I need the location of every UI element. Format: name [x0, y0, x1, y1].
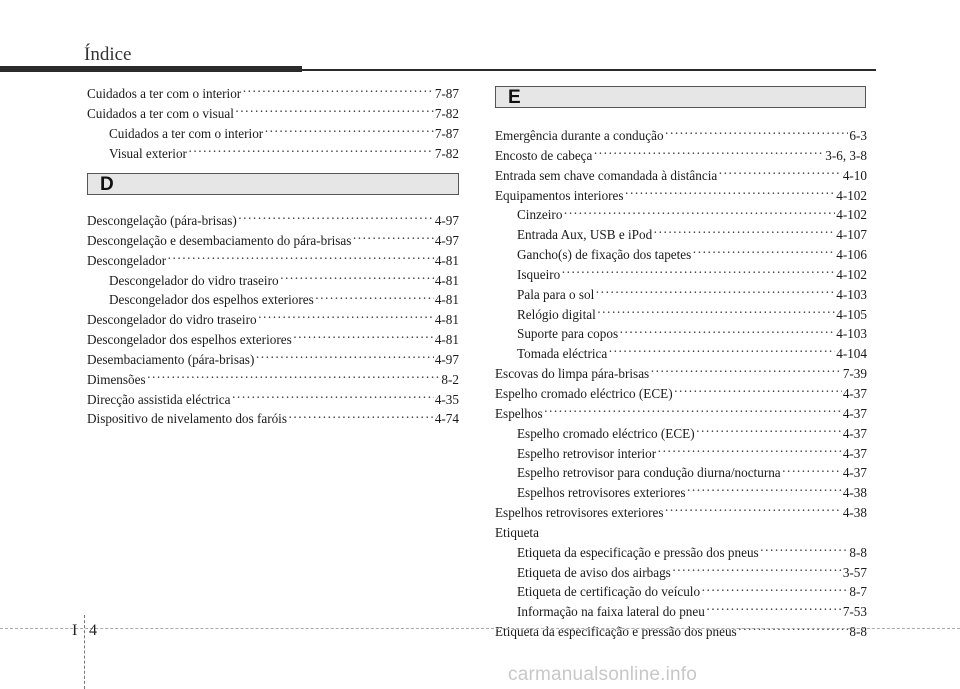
dot-leader — [672, 567, 842, 577]
dot-leader — [653, 229, 835, 239]
dot-leader — [657, 448, 842, 458]
entry-page: 4-97 — [434, 232, 459, 248]
entry-text: Cuidados a ter com o interior — [109, 125, 264, 141]
entry-page: 4-37 — [842, 425, 867, 441]
entry-page: 8-8 — [849, 544, 867, 560]
entry-text: Relógio digital — [517, 306, 596, 322]
dot-leader — [650, 368, 842, 378]
index-entry — [87, 144, 459, 164]
entry-text: Descongelação (pára-brisas) — [87, 213, 237, 228]
section-e-letter: E — [508, 87, 521, 108]
section-d-header — [87, 173, 459, 195]
dot-leader — [167, 255, 434, 265]
index-entry — [495, 404, 867, 424]
index-entry — [87, 271, 459, 291]
index-entry — [495, 523, 867, 543]
entry-text: Entrada sem chave comandada à distância — [495, 167, 718, 183]
entry-text: Cuidados a ter com o interior — [87, 86, 242, 101]
dot-leader — [608, 348, 835, 358]
index-entry — [87, 370, 459, 390]
entry-text: Cinzeiro — [517, 207, 563, 223]
entry-text: Equipamentos interiores — [495, 187, 624, 203]
index-entry — [495, 424, 867, 444]
entry-text: Tomada eléctrica — [517, 346, 608, 362]
entry-text: Espelho retrovisor interior — [517, 445, 657, 461]
entry-page: 8-7 — [849, 584, 867, 600]
dot-leader — [147, 374, 441, 384]
entry-text: Cuidados a ter com o visual — [87, 105, 234, 121]
entry-text: Espelhos retrovisores exteriores — [517, 485, 686, 501]
entry-text: Espelhos retrovisores exteriores — [495, 505, 664, 521]
entry-text: Dispositivo de nivelamento dos faróis — [87, 411, 287, 427]
entry-page: 4-106 — [836, 247, 867, 263]
section-e-header — [495, 86, 866, 108]
dot-leader — [593, 150, 824, 160]
dot-leader — [315, 294, 434, 304]
dot-leader — [188, 148, 434, 158]
entry-page: 4-97 — [434, 351, 459, 367]
entry-page: 4-10 — [842, 167, 867, 183]
dot-leader — [255, 354, 433, 364]
entry-page: 7-87 — [434, 125, 459, 141]
entry-page: 7-87 — [434, 86, 459, 101]
entry-page: 4-81 — [434, 332, 459, 348]
entry-page: 4-104 — [836, 346, 867, 362]
left-top-list — [87, 84, 459, 163]
entry-page: 4-103 — [836, 286, 867, 302]
index-entry — [495, 503, 867, 523]
dot-leader — [664, 507, 841, 517]
dot-leader — [352, 235, 433, 245]
index-entry — [495, 186, 867, 206]
entry-page: 4-107 — [836, 227, 867, 243]
index-entry — [87, 409, 459, 429]
index-entry — [87, 211, 459, 231]
entry-text: Isqueiro — [517, 266, 561, 282]
entry-text: Desembaciamento (pára-brisas) — [87, 351, 255, 367]
index-entry — [495, 384, 867, 404]
dot-leader — [544, 408, 842, 418]
index-entry — [87, 104, 459, 124]
entry-text: Espelho cromado eléctrico (ECE) — [517, 425, 695, 441]
dot-leader — [232, 394, 434, 404]
index-entry — [495, 582, 867, 602]
index-entry — [87, 390, 459, 410]
dot-leader — [706, 606, 842, 616]
entry-text: Espelhos — [495, 405, 543, 421]
index-entry — [87, 290, 459, 310]
entry-text: Descongelador do vidro traseiro — [87, 312, 257, 328]
entry-text: Espelho retrovisor para condução diurna/nocturna — [517, 465, 781, 481]
entry-text: Etiqueta — [495, 524, 539, 540]
dot-leader — [701, 586, 848, 596]
dot-leader — [238, 215, 434, 225]
watermark: carmanualsonline.info — [508, 664, 698, 685]
header-rule — [302, 69, 876, 71]
index-entry — [87, 310, 459, 330]
entry-page: 7-53 — [842, 604, 867, 620]
entry-text: Visual exterior — [109, 145, 187, 161]
index-entry — [87, 330, 459, 350]
entry-text: Descongelador dos espelhos exteriores — [87, 332, 292, 348]
chapter-number: I — [72, 622, 78, 639]
entry-text: Etiqueta de certificação do veículo — [517, 584, 701, 600]
page-number: 4 — [89, 622, 97, 639]
entry-page: 4-102 — [836, 207, 867, 223]
index-entry — [495, 225, 867, 245]
entry-page: 8-2 — [441, 371, 459, 387]
left-column — [87, 84, 459, 163]
page-title: Índice — [84, 44, 132, 65]
index-entry — [495, 146, 867, 166]
dot-leader — [242, 88, 434, 98]
entry-text: Descongelação e desembaciamento do pára-brisas — [87, 232, 352, 248]
dot-leader — [235, 108, 434, 118]
entry-page: 4-81 — [434, 252, 459, 268]
header-bar — [0, 66, 302, 72]
entry-text: Descongelador dos espelhos exteriores — [109, 292, 314, 308]
index-entry — [495, 285, 867, 305]
index-entry — [495, 444, 867, 464]
entry-page: 4-37 — [842, 465, 867, 481]
right-column — [495, 126, 867, 642]
entry-page: 4-97 — [434, 213, 459, 228]
left-d-list — [87, 211, 459, 429]
entry-text: Etiqueta da especificação e pressão dos pneus — [495, 624, 737, 640]
entry-text: Pala para o sol — [517, 286, 595, 302]
dot-leader — [696, 428, 842, 438]
entry-page: 4-102 — [836, 266, 867, 282]
footer-rule — [0, 628, 960, 629]
entry-page: 3-57 — [842, 564, 867, 580]
left-d-column — [87, 211, 459, 429]
entry-page: 4-103 — [836, 326, 867, 342]
entry-text: Descongelador do vidro traseiro — [109, 272, 279, 288]
entry-page: 4-81 — [434, 272, 459, 288]
entry-page: 4-105 — [836, 306, 867, 322]
dot-leader — [625, 190, 836, 200]
entry-page: 4-81 — [434, 312, 459, 328]
entry-page: 4-35 — [434, 391, 459, 407]
index-entry — [495, 166, 867, 186]
index-entry — [495, 364, 867, 384]
entry-text: Gancho(s) de fixação dos tapetes — [517, 247, 692, 263]
dot-leader — [563, 209, 835, 219]
dot-leader — [619, 328, 835, 338]
index-entry — [495, 205, 867, 225]
index-entry — [495, 265, 867, 285]
entry-page: 4-38 — [842, 505, 867, 521]
entry-text: Suporte para copos — [517, 326, 619, 342]
dot-leader — [258, 314, 434, 324]
entry-text: Espelho cromado eléctrico (ECE) — [495, 385, 673, 401]
dot-leader — [595, 289, 835, 299]
entry-page: 4-102 — [836, 187, 867, 203]
index-entry — [87, 350, 459, 370]
entry-page: 4-74 — [434, 411, 459, 427]
dot-leader — [288, 413, 434, 423]
entry-page: 4-37 — [842, 445, 867, 461]
index-entry — [495, 305, 867, 325]
entry-page: 4-37 — [842, 405, 867, 421]
entry-text: Encosto de cabeça — [495, 147, 593, 163]
entry-text: Escovas do limpa pára-brisas — [495, 366, 650, 382]
entry-page: 4-38 — [842, 485, 867, 501]
dot-leader — [597, 309, 835, 319]
entry-text: Emergência durante a condução — [495, 128, 664, 143]
dot-leader — [674, 388, 842, 398]
entry-page: 4-37 — [842, 385, 867, 401]
index-entry — [495, 245, 867, 265]
entry-text: Dimensões — [87, 371, 146, 387]
dot-leader — [561, 269, 835, 279]
entry-text: Etiqueta da especificação e pressão dos pneus — [517, 544, 759, 560]
dot-leader — [760, 547, 849, 557]
dot-leader — [692, 249, 835, 259]
index-entry — [87, 84, 459, 104]
index-entry — [495, 543, 867, 563]
index-entry — [495, 563, 867, 583]
index-entry — [495, 126, 867, 146]
index-entry — [495, 344, 867, 364]
footer-divider — [84, 615, 85, 689]
dot-leader — [264, 128, 434, 138]
dot-leader — [280, 275, 434, 285]
dot-leader — [293, 334, 434, 344]
section-d-letter: D — [100, 174, 114, 195]
index-entry — [495, 324, 867, 344]
index-entry — [495, 463, 867, 483]
entry-page: 8-8 — [849, 624, 867, 640]
index-entry — [495, 602, 867, 622]
dot-leader — [686, 487, 841, 497]
index-entry — [495, 483, 867, 503]
dot-leader — [782, 467, 842, 477]
entry-text: Informação na faixa lateral do pneu — [517, 604, 705, 620]
entry-text: Etiqueta de aviso dos airbags — [517, 564, 671, 580]
entry-page: 6-3 — [849, 128, 867, 143]
entry-page: 4-81 — [434, 292, 459, 308]
dot-leader — [665, 130, 849, 140]
index-entry — [87, 251, 459, 271]
entry-page: 7-82 — [434, 105, 459, 121]
entry-text: Direcção assistida eléctrica — [87, 391, 231, 407]
entry-text: Entrada Aux, USB e iPod — [517, 227, 653, 243]
index-entry — [495, 622, 867, 642]
index-entry — [87, 124, 459, 144]
dot-leader — [718, 170, 842, 180]
entry-text: Descongelador — [87, 252, 167, 268]
entry-page: 7-39 — [842, 366, 867, 382]
entry-page: 3-6, 3-8 — [825, 147, 867, 163]
index-entry — [87, 231, 459, 251]
entry-page: 7-82 — [434, 145, 459, 161]
right-e-list — [495, 126, 867, 642]
